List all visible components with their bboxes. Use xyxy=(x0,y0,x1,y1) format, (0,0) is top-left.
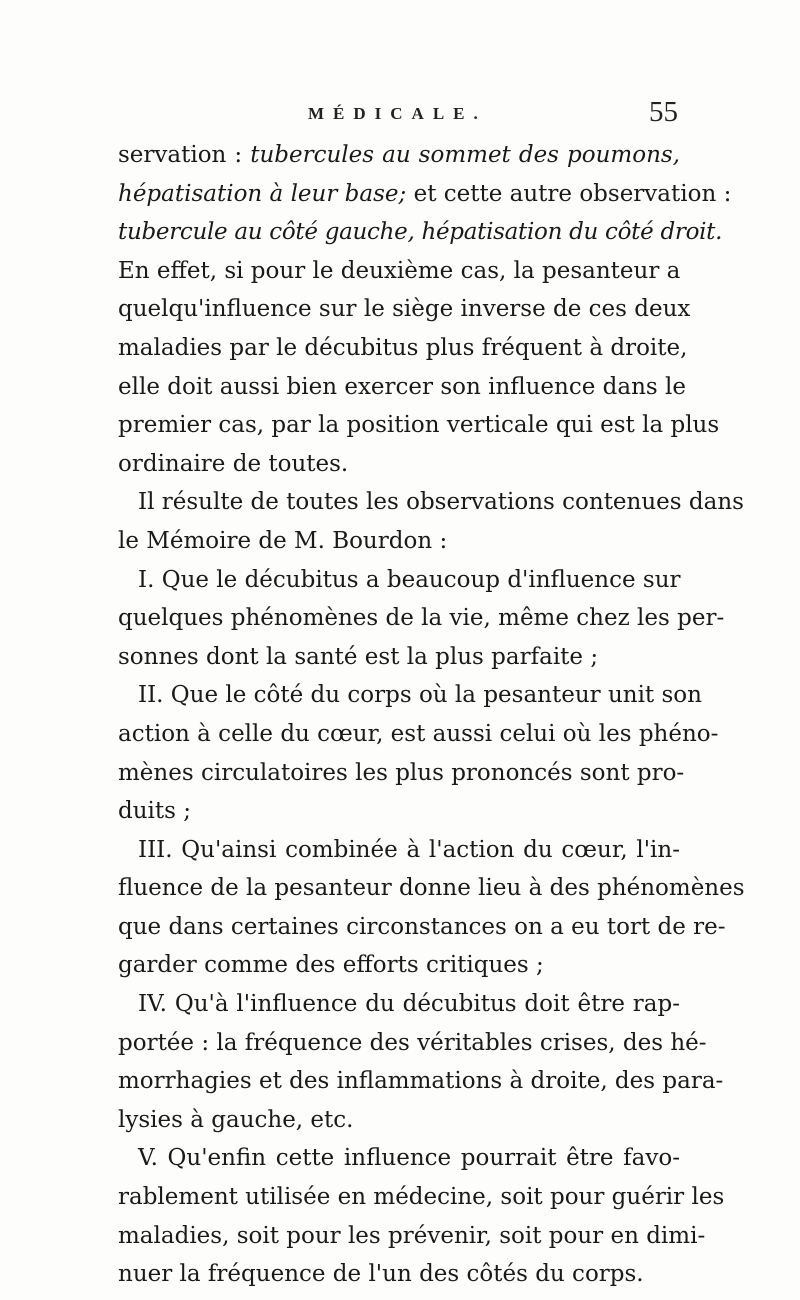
page-number: 55 xyxy=(649,96,678,128)
text-line: mènes circulatoires les plus prononcés sont pro- xyxy=(118,759,685,786)
text-line: En effet, si pour le deuxième cas, la pesanteur a xyxy=(118,257,681,284)
text-line: morrhagies et des inflammations à droite, des para- xyxy=(118,1068,724,1095)
text-line: portée : la fréquence des véritables crises, des hé- xyxy=(118,1029,707,1056)
text-line: Il résulte de toutes les observations contenues dans xyxy=(138,489,744,516)
text-line: maladies, soit pour les prévenir, soit pour en dimi- xyxy=(118,1222,706,1249)
text-line: V. Qu'enfin cette influence pourrait être favo- xyxy=(138,1145,680,1172)
running-head xyxy=(118,98,678,138)
text-line: sonnes dont la santé est la plus parfaite ; xyxy=(118,643,599,670)
text-line: action à celle du cœur, est aussi celui où les phéno- xyxy=(118,720,719,747)
text-line: tubercule au côté gauche, hépatisation du côté droit. xyxy=(118,219,723,246)
text-line: fluence de la pesanteur donne lieu à des phénomènes xyxy=(118,875,745,902)
text-line: nuer la fréquence de l'un des côtés du corps. xyxy=(118,1261,644,1288)
text-line: duits ; xyxy=(118,798,191,825)
text-line: le Mémoire de M. Bourdon : xyxy=(118,527,448,554)
text-line: elle doit aussi bien exercer son influence dans le xyxy=(118,373,686,400)
text-line: quelqu'influence sur le siège inverse de ces deux xyxy=(118,296,691,323)
text-line: hépatisation à leur base; et cette autre observation : xyxy=(118,180,732,207)
text-line: rablement utilisée en médecine, soit pour guérir les xyxy=(118,1184,725,1211)
text-line: servation : tubercules au sommet des poumons, xyxy=(118,142,680,168)
text-line: premier cas, par la position verticale qui est la plus xyxy=(118,412,720,439)
text-line: I. Que le décubitus a beaucoup d'influence sur xyxy=(138,566,681,593)
body-text xyxy=(118,136,745,1294)
text-line: ordinaire de toutes. xyxy=(118,450,349,477)
running-title: MÉDICALE. xyxy=(308,104,487,123)
text-line: III. Qu'ainsi combinée à l'action du cœur, l'in- xyxy=(138,836,680,863)
text-line: que dans certaines circonstances on a eu tort de re- xyxy=(118,913,726,940)
text-line: garder comme des efforts critiques ; xyxy=(118,952,544,979)
text-line: II. Que le côté du corps où la pesanteur unit son xyxy=(138,682,702,709)
text-line: maladies par le décubitus plus fréquent à droite, xyxy=(118,334,688,361)
text-line: quelques phénomènes de la vie, même chez les per- xyxy=(118,605,725,632)
text-line: IV. Qu'à l'influence du décubitus doit être rap- xyxy=(138,991,680,1018)
text-line: lysies à gauche, etc. xyxy=(118,1106,354,1133)
